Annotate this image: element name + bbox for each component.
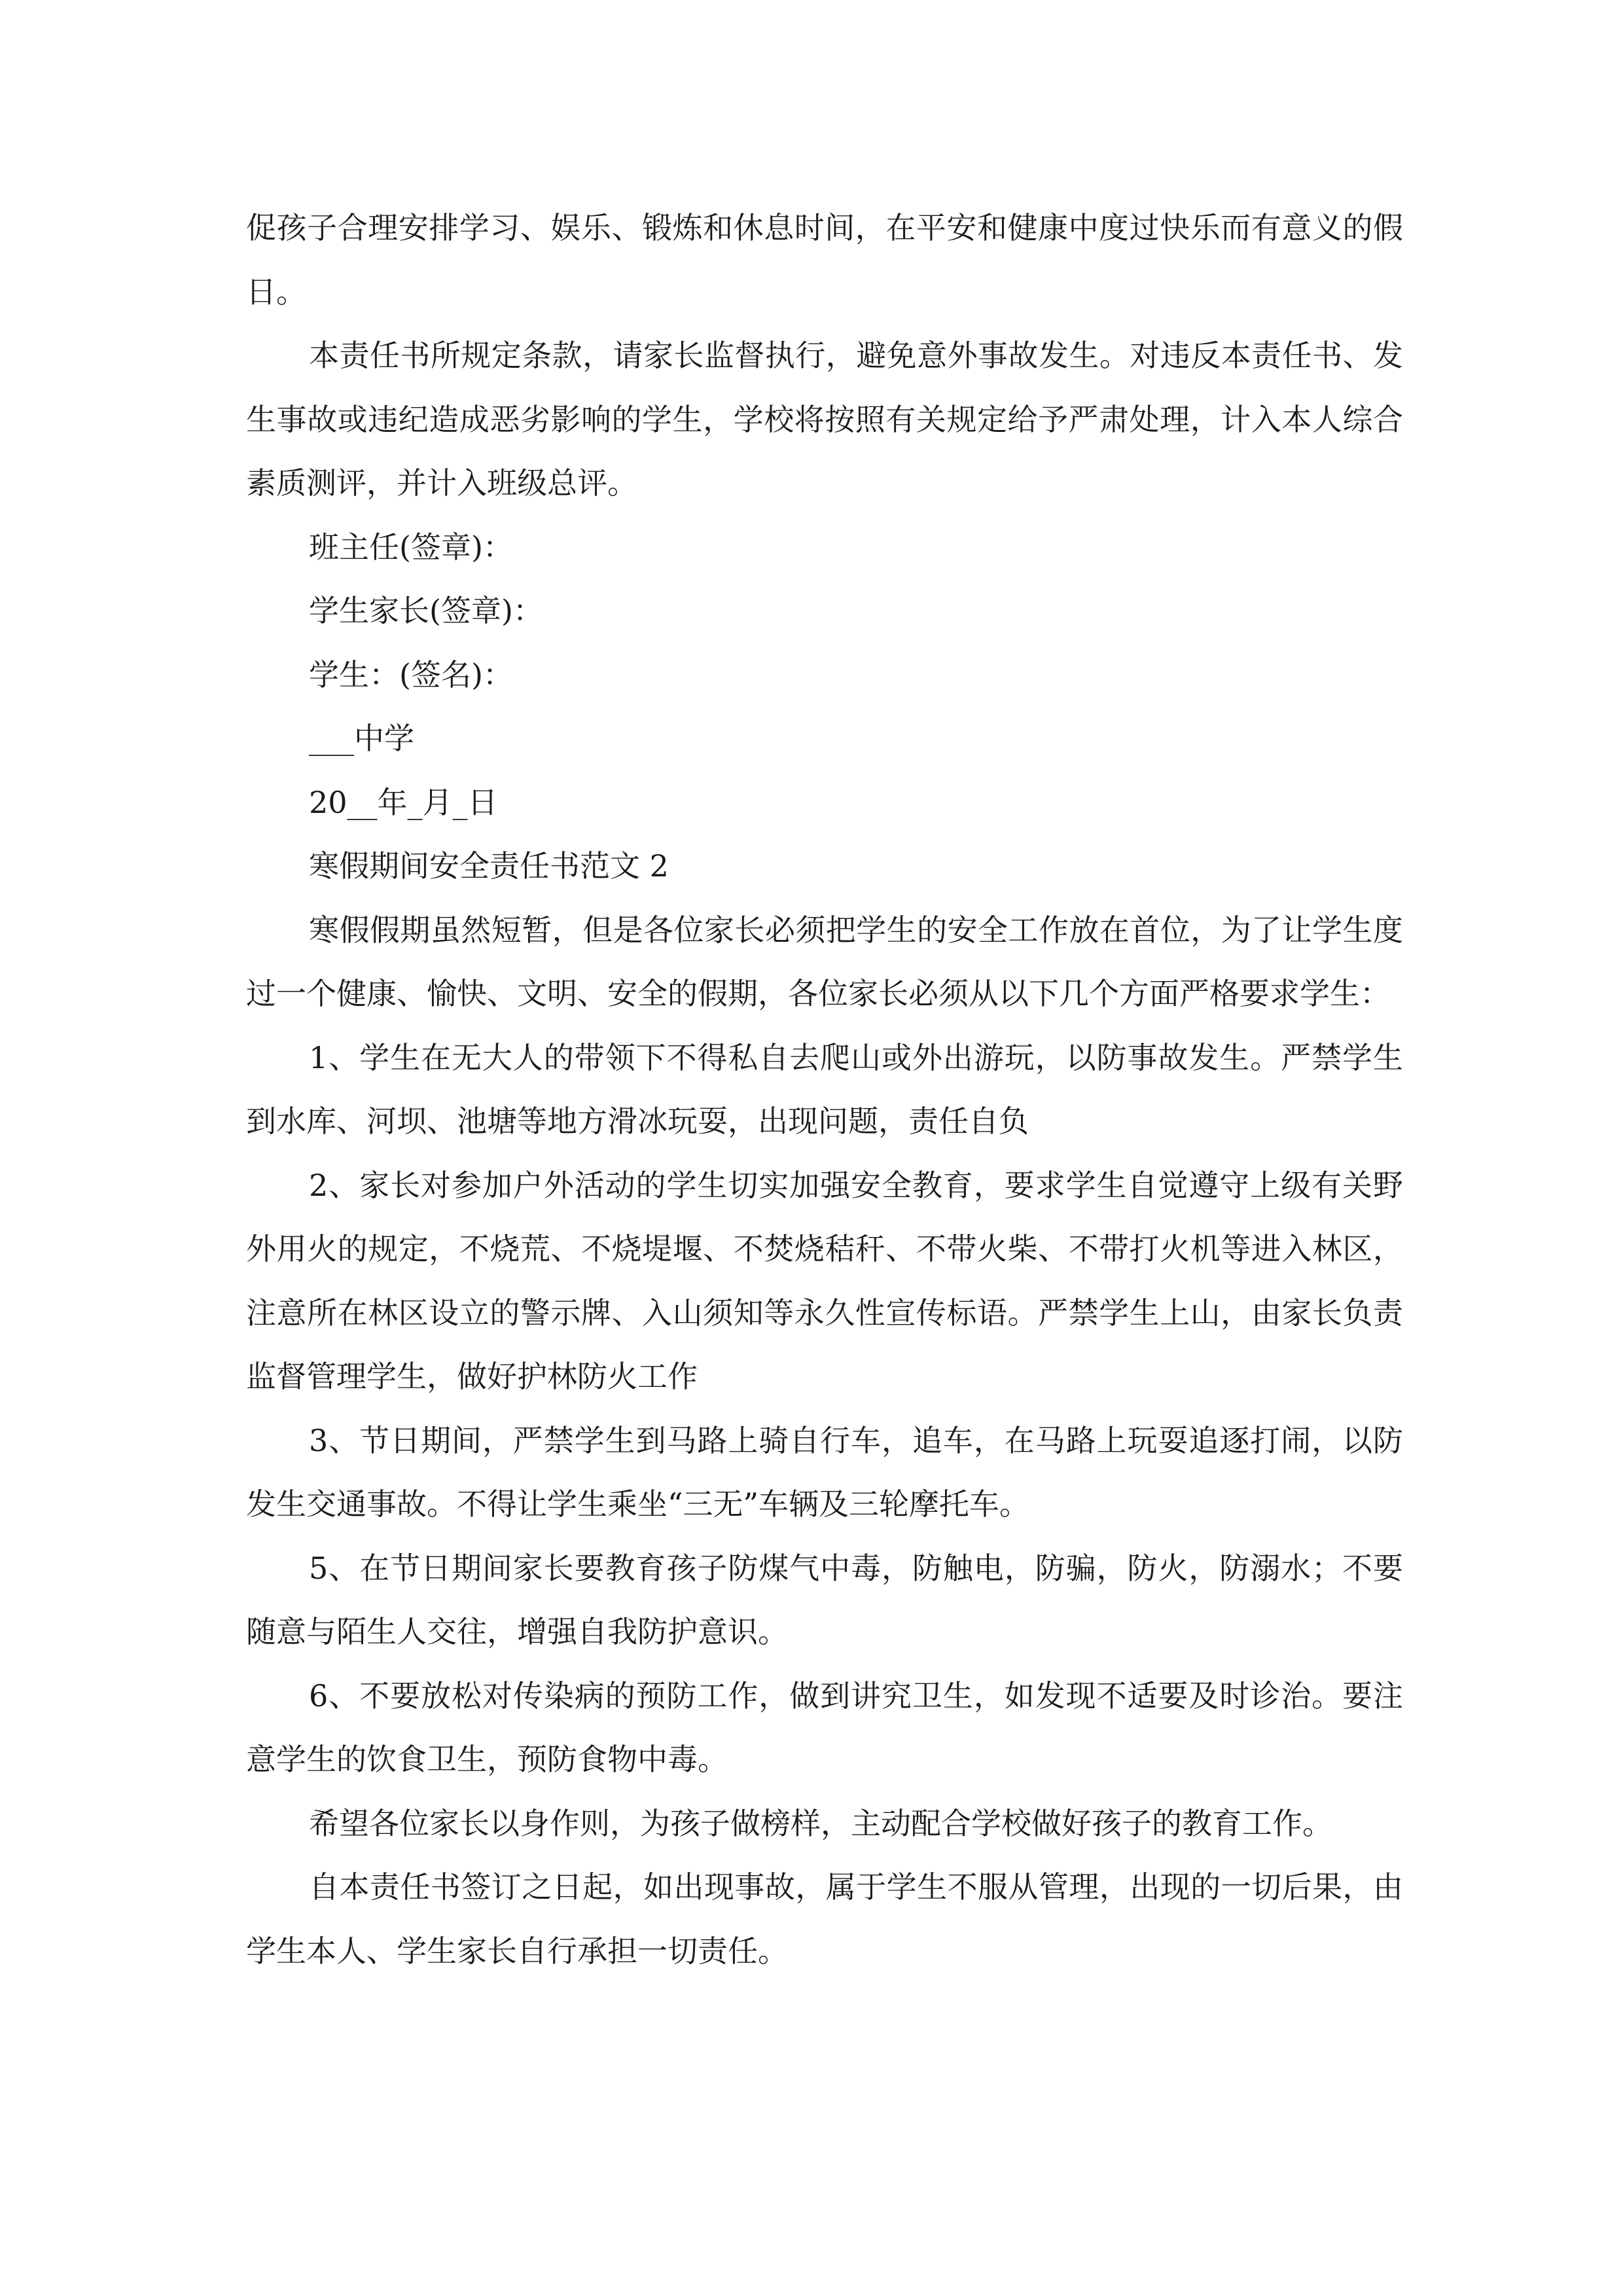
list-item-1: 1、学生在无大人的带领下不得私自去爬山或外出游玩，以防事故发生。严禁学生到水库、河坝、池塘等地方滑冰玩耍，出现问题，责任自负 [246, 1039, 1403, 1139]
list-item-6: 6、不要放松对传染病的预防工作，做到讲究卫生，如发现不适要及时诊治。要注意学生的饮食卫生，预防食物中毒。 [246, 1677, 1403, 1777]
paragraph-intro: 寒假假期虽然短暂，但是各位家长必须把学生的安全工作放在首位，为了让学生度过一个健康、愉快、文明、安全的假期，各位家长必须从以下几个方面严格要求学生： [246, 912, 1403, 1011]
section-title: 寒假期间安全责任书范文 2 [309, 848, 669, 884]
list-item-2: 2、家长对参加户外活动的学生切实加强安全教育，要求学生自觉遵守上级有关野外用火的规定，不烧荒、不烧堤堰、不焚烧秸秆、不带火柴、不带打火机等进入林区，注意所在林区设立的警示牌、入山须知等永久性宣传标语。严禁学生上山，由家长负责监督管理学生，做好护林防火工作 [246, 1167, 1403, 1394]
signature-teacher: 班主任(签章)： [309, 529, 513, 565]
paragraph-effective: 自本责任书签订之日起，如出现事故，属于学生不服从管理，出现的一切后果，由学生本人、学生家长自行承担一切责任。 [246, 1869, 1403, 1969]
list-item-5: 5、在节日期间家长要教育孩子防煤气中毒，防触电，防骗，防火，防溺水；不要随意与陌生人交往，增强自我防护意识。 [246, 1550, 1403, 1649]
school-name: ___中学 [309, 721, 414, 756]
signature-parent: 学生家长(签章)： [309, 593, 543, 628]
paragraph-clause-notice: 本责任书所规定条款，请家长监督执行，避免意外事故发生。对违反本责任书、发生事故或违纪造成恶劣影响的学生，学校将按照有关规定给予严肃处理，计入本人综合素质测评，并计入班级总评。 [246, 338, 1403, 501]
paragraph-hope: 希望各位家长以身作则，为孩子做榜样，主动配合学校做好孩子的教育工作。 [309, 1805, 1332, 1841]
date-line: 20__年_月_日 [309, 784, 498, 820]
list-item-3: 3、节日期间，严禁学生到马路上骑自行车，追车，在马路上玩耍追逐打闹，以防发生交通事故。不得让学生乘坐“三无”车辆及三轮摩托车。 [246, 1422, 1403, 1522]
signature-student: 学生：(签名)： [309, 656, 513, 692]
document-page [246, 196, 1403, 1983]
paragraph-continued: 促孩子合理安排学习、娱乐、锻炼和休息时间，在平安和健康中度过快乐而有意义的假日。 [246, 210, 1403, 310]
